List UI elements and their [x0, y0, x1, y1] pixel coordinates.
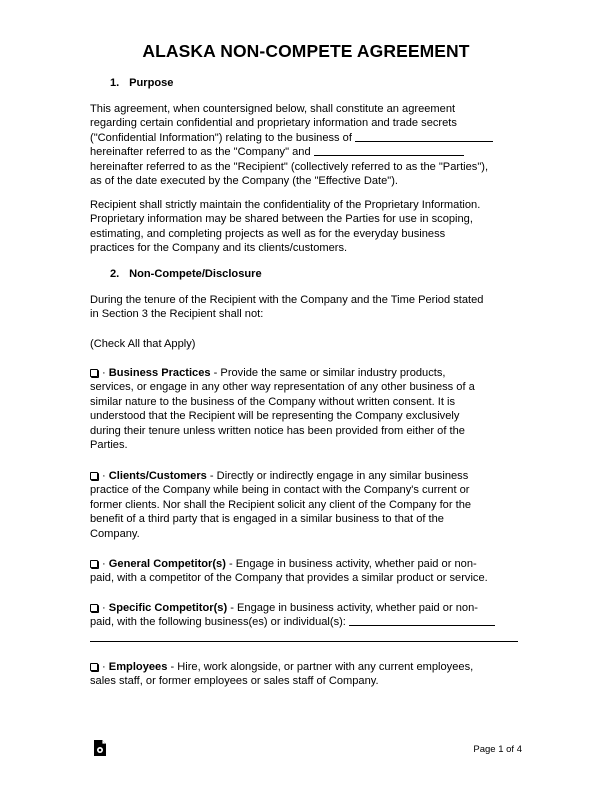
general-competitors-checkbox[interactable] — [90, 560, 98, 568]
option-business-practices — [90, 366, 522, 452]
text-line: estimating, and completing projects as well as for the everyday business — [90, 227, 446, 240]
text-fragment: paid, with the following business(es) or individual(s): — [90, 616, 346, 629]
text-line — [90, 660, 522, 674]
specific-competitors-extra-line[interactable] — [90, 641, 518, 642]
text-line: in Section 3 the Recipient shall not: — [90, 308, 264, 321]
text-line: during their tenure unless written notice has been provided from either of the — [90, 424, 465, 437]
purpose-paragraph-2 — [90, 198, 522, 256]
text-line — [90, 601, 522, 615]
text-line: paid, with a competitor of the Company that provides a similar product or service. — [90, 572, 488, 585]
option-label: General Competitor(s) — [108, 558, 226, 570]
option-specific-competitors — [90, 601, 522, 630]
option-label: Business Practices — [108, 367, 211, 379]
text-line — [90, 366, 522, 380]
company-name-blank[interactable] — [355, 131, 493, 142]
section-title: Non-Compete/Disclosure — [129, 268, 262, 280]
text-line: understood that the Recipient will be representing the Company exclusively — [90, 410, 460, 423]
text-line: services, or engage in any other way representation of any other business of a — [90, 381, 475, 394]
employees-checkbox[interactable] — [90, 663, 98, 671]
option-label: Clients/Customers — [108, 470, 207, 482]
text-fragment: - Provide the same or similar industry products, — [210, 367, 446, 379]
text-fragment: - Hire, work alongside, or partner with any current employees, — [167, 661, 474, 673]
dash: · — [102, 602, 106, 614]
section-heading-non-compete — [110, 267, 262, 281]
text-line: Proprietary information may be shared between the Parties for use in scoping, — [90, 213, 473, 226]
section-heading-purpose — [110, 76, 173, 90]
business-practices-checkbox[interactable] — [90, 369, 98, 377]
text-line — [90, 469, 522, 483]
option-general-competitors — [90, 557, 522, 586]
purpose-paragraph-1 — [90, 102, 522, 188]
text-line: This agreement, when countersigned below, shall constitute an agreement — [90, 103, 456, 115]
text-fragment: hereinafter referred to as the "Company" and — [90, 146, 311, 159]
dash: · — [102, 367, 106, 379]
text-fragment: - Directly or indirectly engage in any similar business — [206, 470, 469, 482]
clients-customers-checkbox[interactable] — [90, 472, 98, 480]
text-line — [90, 615, 522, 629]
text-line: benefit of a third party that is engaged in a similar business to that of the — [90, 513, 444, 526]
specific-competitors-checkbox[interactable] — [90, 604, 98, 612]
text-fragment: - Engage in business activity, whether paid or non- — [227, 602, 478, 614]
text-line: regarding certain confidential and proprietary information and trade secrets — [90, 117, 457, 130]
dash: · — [102, 558, 106, 570]
text-line: former clients. Nor shall the Recipient solicit any client of the Company for the — [90, 498, 472, 511]
option-employees — [90, 660, 522, 689]
section-number: 2. — [110, 268, 120, 280]
text-line: hereinafter referred to as the "Recipient" (collectively referred to as the "Parties"), — [90, 160, 489, 173]
option-label: Specific Competitor(s) — [108, 602, 228, 614]
text-line: Company. — [90, 527, 140, 540]
option-label: Employees — [108, 661, 168, 673]
text-line: sales staff, or former employees or sales staff of Company. — [90, 675, 379, 688]
dash: · — [102, 661, 106, 673]
section-number: 1. — [110, 77, 120, 89]
section-title: Purpose — [129, 77, 174, 89]
text-line — [90, 145, 522, 159]
document-logo-icon — [93, 739, 107, 757]
text-line — [90, 557, 522, 571]
document-title: ALASKA NON-COMPETE AGREEMENT — [142, 41, 470, 61]
text-line: Recipient shall strictly maintain the confidentiality of the Proprietary Information. — [90, 199, 481, 211]
option-clients-customers — [90, 469, 522, 541]
recipient-name-blank[interactable] — [314, 145, 464, 156]
text-line: practices for the Company and its clients/customers. — [90, 242, 348, 255]
check-all-note: (Check All that Apply) — [90, 338, 196, 350]
text-line — [90, 131, 522, 145]
specific-competitors-blank[interactable] — [349, 615, 495, 626]
page-number: Page 1 of 4 — [473, 744, 522, 755]
text-line: as of the date executed by the Company (the "Effective Date"). — [90, 175, 398, 188]
text-fragment: ("Confidential Information") relating to the business of — [90, 131, 352, 144]
non-compete-intro — [90, 293, 522, 322]
text-line: similar nature to the business of the Company without written consent. It is — [90, 395, 456, 408]
text-line: practice of the Company while being in contact with the Company's current or — [90, 484, 470, 497]
dash: · — [102, 470, 106, 482]
text-line: Parties. — [90, 439, 128, 452]
text-fragment: - Engage in business activity, whether paid or non- — [225, 558, 477, 570]
text-line: During the tenure of the Recipient with the Company and the Time Period stated — [90, 294, 484, 306]
